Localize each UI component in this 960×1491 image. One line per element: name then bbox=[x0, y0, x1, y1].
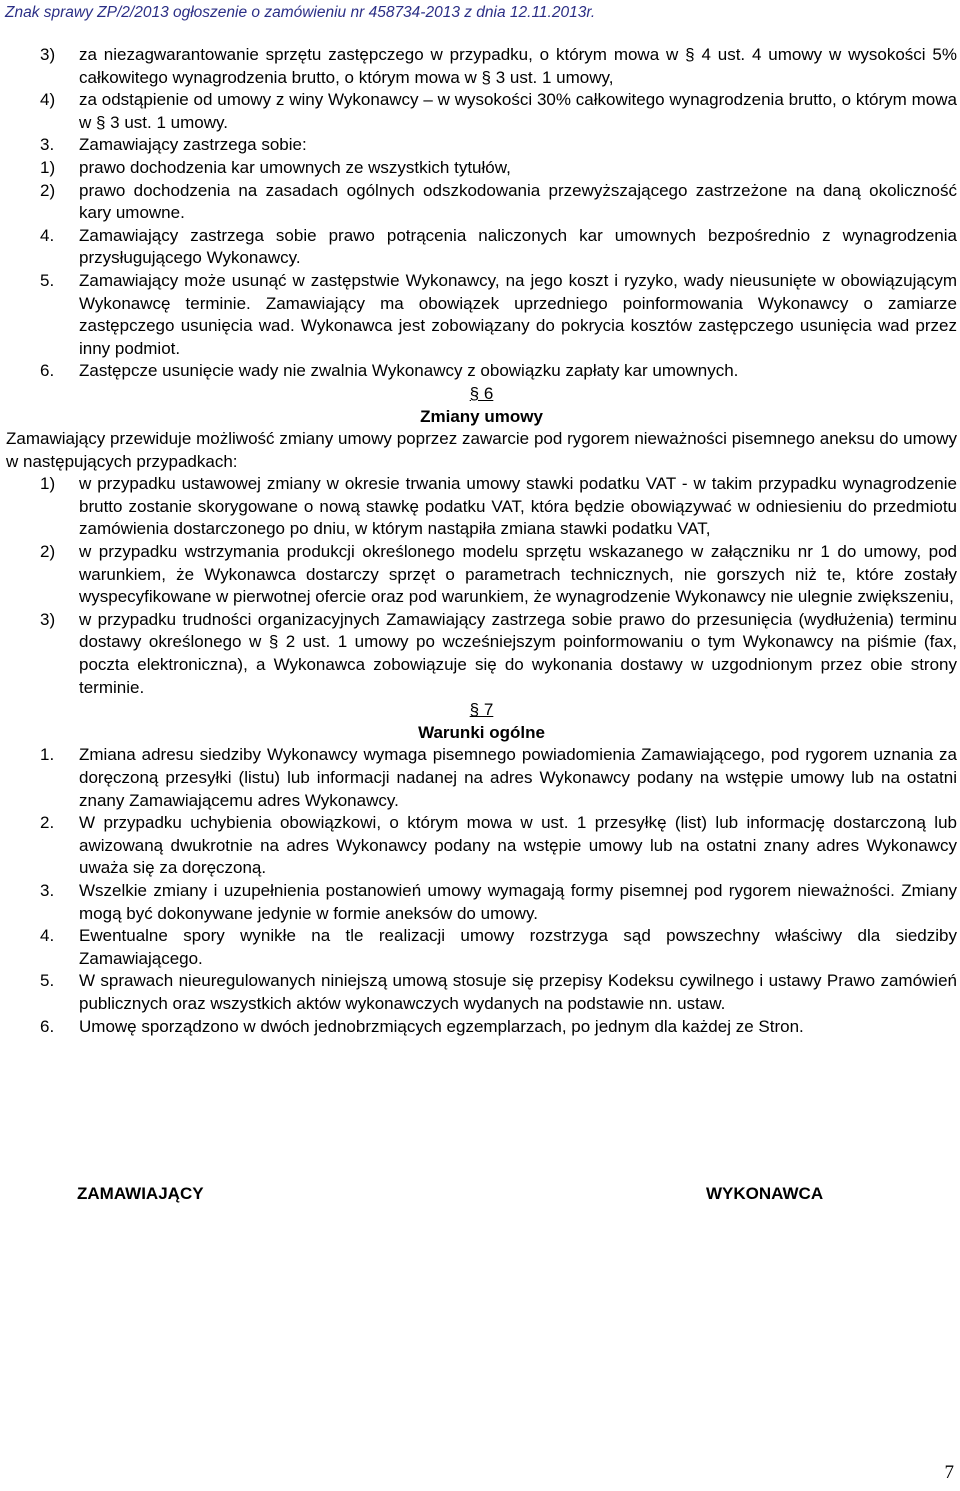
list-item-text: Zamawiający może usunąć w zastępstwie Wykonawcy, na jego koszt i ryzyko, wady nieusunięte w obowiązującym Wykonawcę terminie. Zamawiający ma obowiązek uprzedniego poinformowania Wykonawcy o zamiarze zastępczego usunięcia wad. Wykonawca jest zobowiązany do pokrycia kosztów zastępczego usunięcia wad przez inny podmiot. bbox=[79, 270, 957, 358]
section-number: § 6 bbox=[469, 383, 494, 403]
list-item-number: 2. bbox=[40, 813, 55, 833]
list-item bbox=[6, 744, 957, 812]
list-item-text: Zmiana adresu siedziby Wykonawcy wymaga pisemnego powiadomienia Zamawiającego, pod rygorem uznania za doręczoną przesyłki (listu) lub informacji nadanej na adres Wykonawcy podany na wstępie umowy lub na ostatni znany Zamawiającemu adres Wykonawcy. bbox=[79, 745, 957, 810]
list-item-text: Zamawiający zastrzega sobie prawo potrącenia naliczonych kar umownych bezpośrednio z wynagrodzenia przysługującego Wykonawcy. bbox=[79, 225, 957, 268]
list-item-text: W sprawach nieuregulowanych niniejszą umową stosuje się przepisy Kodeksu cywilnego i ustawy Prawo zamówień publicznych oraz wszystkich aktów wykonawczych wydanych na podstawie nn. ustaw. bbox=[79, 971, 957, 1013]
signature-wykonawca: WYKONAWCA bbox=[706, 1184, 824, 1203]
list-item bbox=[6, 180, 957, 225]
list-item-text: Ewentualne spory wynikłe na tle realizacji umowy rozstrzyga sąd powszechny właściwy dla siedziby Zamawiającego. bbox=[79, 926, 957, 968]
list-item bbox=[6, 880, 957, 925]
list-item-number: 3) bbox=[40, 609, 56, 629]
list-item-number: 1) bbox=[40, 157, 56, 177]
list-item-text: prawo dochodzenia na zasadach ogólnych odszkodowania przewyższającego zastrzeżone na daną okoliczność kary umowne. bbox=[79, 180, 957, 223]
list-item-text: Zastępcze usunięcie wady nie zwalnia Wykonawcy z obowiązku zapłaty kar umownych. bbox=[79, 361, 739, 381]
section-number: § 7 bbox=[469, 700, 494, 720]
list-item-number: 3. bbox=[40, 135, 55, 155]
list-item-number: 1) bbox=[40, 474, 56, 494]
signature-zamawiajacy: ZAMAWIAJĄCY bbox=[77, 1184, 204, 1203]
list-item-number: 4) bbox=[40, 90, 56, 110]
list-item bbox=[6, 473, 957, 541]
list-item bbox=[6, 270, 957, 360]
list-item-text: w przypadku trudności organizacyjnych Zamawiający zastrzega sobie prawo do przesunięcia (wydłużenia) terminu dostawy określonego w § 2 ust. 1 umowy po wcześniejszym poinformowaniu o tym Wykonawcy na piśmie (fax, poczta elektroniczna), a Wykonawca zobowiązuje się do wykonania dostawy w uzgodnionym przez obie strony terminie. bbox=[79, 609, 957, 697]
list-item-text: w przypadku wstrzymania produkcji określonego modelu sprzętu wskazanego w załączniku nr 1 do umowy, pod warunkiem, że Wykonawca dostarczy sprzęt o parametrach technicznych, nie gorszych niż te, które zostały wyspecyfikowane w pierwotnej ofercie oraz pod warunkiem, że wynagrodzenie Wykonawcy nie ulegnie zwiększeniu, bbox=[79, 542, 957, 607]
list-item bbox=[6, 44, 957, 89]
list-item-text: Zamawiający zastrzega sobie: bbox=[79, 135, 307, 155]
list-item-number: 5. bbox=[40, 270, 55, 290]
list-item bbox=[6, 609, 957, 699]
list-item bbox=[6, 1016, 957, 1039]
list-item bbox=[6, 89, 957, 134]
list-item-number: 4. bbox=[40, 225, 55, 245]
list-item-number: 1. bbox=[40, 745, 55, 765]
list-item-number: 3) bbox=[40, 45, 56, 64]
list-item bbox=[6, 970, 957, 1015]
list-item-text: Wszelkie zmiany i uzupełnienia postanowień umowy wymagają formy pisemnej pod rygorem nieważności. Zmiany mogą być dokonywane jedynie w formie aneksów do umowy. bbox=[79, 880, 957, 923]
list-item-number: 6. bbox=[40, 1016, 55, 1036]
list-item-text: W przypadku uchybienia obowiązkowi, o którym mowa w ust. 1 przesyłkę (list) lub informację dostarczoną lub awizowaną dwukrotnie na adres Wykonawcy podany na wstępie umowy lub na ostatni znany adres Wykonawcy uważa się za doręczoną. bbox=[79, 813, 957, 878]
list-item bbox=[6, 134, 957, 157]
document-header: Znak sprawy ZP/2/2013 ogłoszenie o zamówieniu nr 458734-2013 z dnia 12.11.2013r. bbox=[5, 4, 596, 21]
list-item-text: za odstąpienie od umowy z winy Wykonawcy – w wysokości 30% całkowitego wynagrodzenia brutto, o którym mowa w § 3 ust. 1 umowy. bbox=[79, 90, 957, 132]
list-item-number: 4. bbox=[40, 926, 55, 946]
list-item-number: 6. bbox=[40, 361, 55, 381]
list-item bbox=[6, 360, 957, 383]
section-title: Warunki ogólne bbox=[418, 722, 545, 742]
list-item-number: 2) bbox=[40, 542, 56, 562]
list-item-text: w przypadku ustawowej zmiany w okresie trwania umowy stawki podatku VAT - w takim przypadku wynagrodzenie brutto zostanie skorygowane o nową stawkę podatku VAT, która będzie obowiązywać w odniesieniu do przedmiotu zamówienia dostarczonego po dniu, w którym nastąpiła zmiana stawki podatku VAT, bbox=[79, 474, 957, 539]
document-body bbox=[6, 44, 957, 1038]
list-item-text: za niezagwarantowanie sprzętu zastępczego w przypadku, o którym mowa w § 4 ust. 4 umowy w wysokości 5% całkowitego wynagrodzenia brutto, o którym mowa w § 3 ust. 1 umowy, bbox=[79, 45, 957, 87]
list-item-text: prawo dochodzenia kar umownych ze wszystkich tytułów, bbox=[79, 157, 511, 177]
list-item-number: 2) bbox=[40, 180, 56, 200]
list-item-text: Umowę sporządzono w dwóch jednobrzmiących egzemplarzach, po jednym dla każdej ze Stron. bbox=[79, 1016, 804, 1036]
list-item bbox=[6, 541, 957, 609]
page-number: 7 bbox=[944, 1462, 954, 1483]
list-item bbox=[6, 812, 957, 880]
list-item bbox=[6, 925, 957, 970]
list-item bbox=[6, 225, 957, 270]
list-item bbox=[6, 157, 957, 180]
list-item-number: 3. bbox=[40, 880, 55, 900]
list-item-number: 5. bbox=[40, 971, 55, 991]
paragraph: Zamawiający przewiduje możliwość zmiany umowy poprzez zawarcie pod rygorem nieważności pisemnego aneksu do umowy w następujących przypadkach: bbox=[6, 429, 957, 471]
section-title: Zmiany umowy bbox=[420, 406, 543, 426]
